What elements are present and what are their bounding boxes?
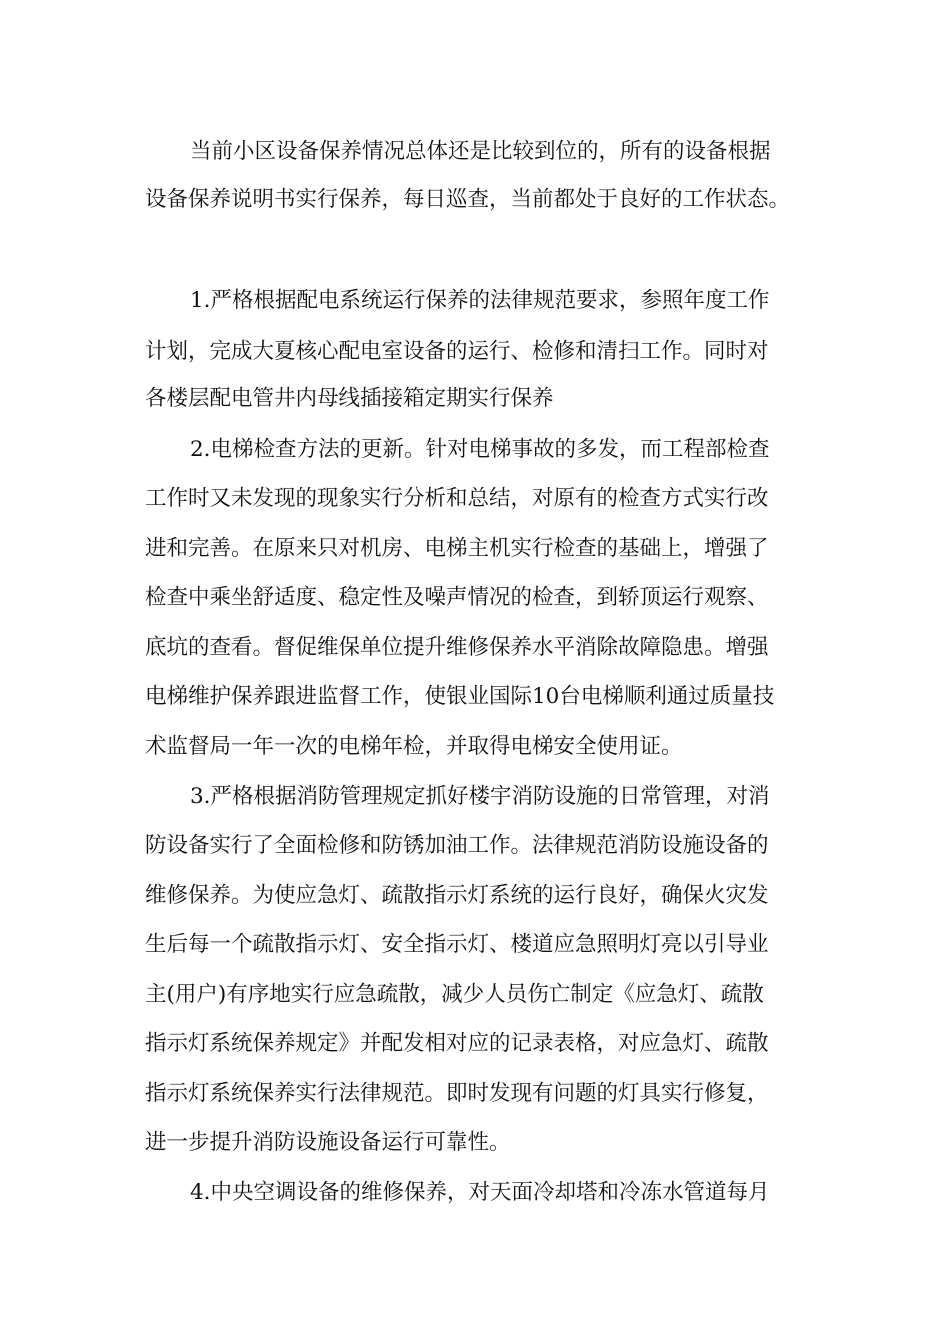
item-3-line-3: 维修保养。为使应急灯、疏散指示灯系统的运行良好，确保火灾发 <box>145 883 769 908</box>
paragraph-intro-line-2: 设备保养说明书实行保养，每日巡查，当前都处于良好的工作状态。 <box>145 187 791 212</box>
item-3-line-5: 主(用户)有序地实行应急疏散，减少人员伤亡制定《应急灯、疏散 <box>145 982 764 1007</box>
paragraph-intro-line-1: 当前小区设备保养情况总体还是比较到位的，所有的设备根据 <box>190 139 771 164</box>
item-3-line-1: 3.严格根据消防管理规定抓好楼宇消防设施的日常管理，对消 <box>190 784 770 809</box>
item-3-line-2: 防设备实行了全面检修和防锈加油工作。法律规范消防设施设备的 <box>145 833 769 858</box>
item-4-line-1: 4.中央空调设备的维修保养，对天面冷却塔和冷冻水管道每月 <box>190 1180 770 1205</box>
item-2-line-5: 底坑的查看。督促维保单位提升维修保养水平消除故障隐患。增强 <box>145 635 769 660</box>
item-1-line-2: 计划，完成大夏核心配电室设备的运行、检修和清扫工作。同时对 <box>145 339 769 364</box>
item-2-line-3: 进和完善。在原来只对机房、电梯主机实行检查的基础上，增强了 <box>145 536 769 561</box>
item-1-line-1: 1.严格根据配电系统运行保养的法律规范要求，参照年度工作 <box>190 288 770 313</box>
item-3-line-4: 生后每一个疏散指示灯、安全指示灯、楼道应急照明灯亮以引导业 <box>145 932 769 957</box>
item-2-line-2: 工作时又未发现的现象实行分析和总结，对原有的检查方式实行改 <box>145 486 769 511</box>
item-3-line-6: 指示灯系统保养规定》并配发相对应的记录表格，对应急灯、疏散 <box>145 1031 769 1056</box>
item-2-line-7: 术监督局一年一次的电梯年检，并取得电梯安全使用证。 <box>145 734 683 759</box>
item-3-line-7: 指示灯系统保养实行法律规范。即时发现有问题的灯具实行修复， <box>145 1081 769 1106</box>
item-2-line-6: 电梯维护保养跟进监督工作，使银业国际10台电梯顺利通过质量技 <box>145 684 775 709</box>
item-1-line-3: 各楼层配电管井内母线插接箱定期实行保养 <box>145 386 554 411</box>
item-2-line-4: 检查中乘坐舒适度、稳定性及噪声情况的检查，到轿顶运行观察、 <box>145 585 769 610</box>
item-3-line-8: 进一步提升消防设施设备运行可靠性。 <box>145 1130 511 1155</box>
item-2-line-1: 2.电梯检查方法的更新。针对电梯事故的多发，而工程部检查 <box>190 437 770 462</box>
